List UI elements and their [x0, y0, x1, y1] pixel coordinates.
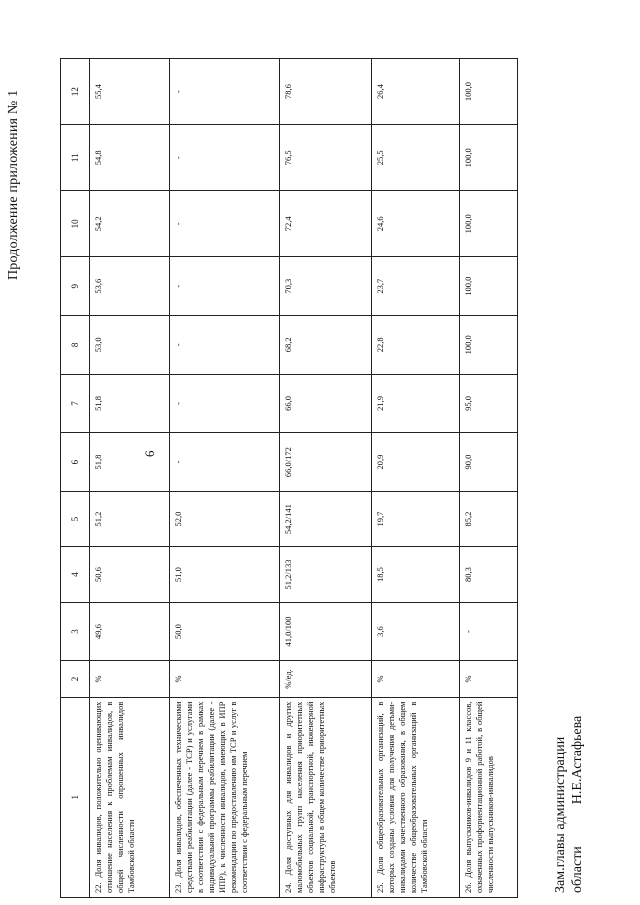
appendix-caption: Продолжение приложения № 1	[6, 89, 21, 280]
value-cell: 51,2	[90, 491, 170, 546]
value-cell: -	[170, 125, 280, 191]
indicator-description: 23. Доля инвалидов, обеспеченных техническими средствами реабилитации (далее - ТСР) и услугами в соответствии с федеральным перечнем в рамках индивидуальной программы реабилитации (далее - ИПР), к численности инвалидов, имеющих в ИПР рекомендации по предоставлению им ТСР и услуг в соответствии с федеральным перечнем	[170, 697, 280, 897]
value-cell: 50,6	[90, 547, 170, 602]
value-cell: 25,5	[372, 125, 460, 191]
value-cell: 51,2/133	[280, 547, 372, 602]
value-cell: 54,2/141	[280, 491, 372, 546]
value-cell: 95,0	[460, 374, 518, 433]
value-cell: 100,0	[460, 257, 518, 316]
unit-cell: %	[460, 661, 518, 697]
page-number: 6	[142, 450, 157, 457]
signatory-title-line2	[569, 716, 586, 893]
unit-cell: %	[372, 661, 460, 697]
value-cell: 100,0	[460, 125, 518, 191]
value-cell: 100,0	[460, 191, 518, 257]
value-cell: 85,2	[460, 491, 518, 546]
signatory-region: области	[570, 846, 585, 893]
value-cell: 78,6	[280, 59, 372, 125]
column-header: 5	[61, 491, 90, 546]
value-cell: -	[170, 433, 280, 492]
value-cell: 51,8	[90, 433, 170, 492]
value-cell: 51,0	[170, 547, 280, 602]
indicator-description: 26. Доля выпускников-инвалидов 9 и 11 классов, охваченных профориентационной работой, в общей численности выпускников-инвалидов	[460, 697, 518, 897]
value-cell: -	[170, 191, 280, 257]
value-cell: -	[460, 602, 518, 661]
unit-cell: %/ед.	[280, 661, 372, 697]
value-cell: 18,5	[372, 547, 460, 602]
value-cell: 100,0	[460, 59, 518, 125]
value-cell: 53,6	[90, 257, 170, 316]
indicator-description: 22. Доля инвалидов, положительно оценивающих отношение населения к проблемам инвалидов, в общей численности опрошенных инвалидов Тамбовской области	[90, 697, 170, 897]
value-cell: 66,0/172	[280, 433, 372, 492]
column-header: 12	[61, 59, 90, 125]
value-cell: 51,8	[90, 374, 170, 433]
column-header: 2	[61, 661, 90, 697]
value-cell: 41,0/100	[280, 602, 372, 661]
value-cell: 3,6	[372, 602, 460, 661]
table-row	[280, 59, 372, 898]
value-cell: 26,4	[372, 59, 460, 125]
value-cell: 54,8	[90, 125, 170, 191]
column-header: 1	[61, 697, 90, 897]
value-cell: 50,0	[170, 602, 280, 661]
value-cell: 49,6	[90, 602, 170, 661]
column-header: 11	[61, 125, 90, 191]
column-header: 7	[61, 374, 90, 433]
value-cell: 72,4	[280, 191, 372, 257]
value-cell: 22,8	[372, 316, 460, 375]
value-cell: 70,3	[280, 257, 372, 316]
value-cell: 19,7	[372, 491, 460, 546]
value-cell: 76,5	[280, 125, 372, 191]
value-cell: 55,4	[90, 59, 170, 125]
value-cell: 52,0	[170, 491, 280, 546]
indicator-description: 25. Доля общеобразовательных организаций, в которых созданы условия для получения детьми-инвалидами качественного образования, в общем количестве общеобразовательных организаций в Тамбовской области	[372, 697, 460, 897]
column-header: 9	[61, 257, 90, 316]
column-header: 10	[61, 191, 90, 257]
column-header: 4	[61, 547, 90, 602]
value-cell: 21,9	[372, 374, 460, 433]
table-row	[90, 59, 170, 898]
column-header: 6	[61, 433, 90, 492]
value-cell: 100,0	[460, 316, 518, 375]
value-cell: -	[170, 374, 280, 433]
indicators-table	[60, 58, 518, 898]
value-cell: -	[170, 257, 280, 316]
value-cell: -	[170, 59, 280, 125]
value-cell: 23,7	[372, 257, 460, 316]
unit-cell: %	[170, 661, 280, 697]
value-cell: 66,0	[280, 374, 372, 433]
table-row	[372, 59, 460, 898]
signature-block	[552, 716, 586, 893]
indicator-description: 24. Доля доступных для инвалидов и других маломобильных групп населения приоритетных объектов социальной, транспортной, инженерной инфраструктуры в общем количестве приоритетных объектов	[280, 697, 372, 897]
column-header: 3	[61, 602, 90, 661]
table-row	[460, 59, 518, 898]
table-row	[170, 59, 280, 898]
value-cell: 80,3	[460, 547, 518, 602]
value-cell: -	[170, 316, 280, 375]
table-header-row	[61, 59, 90, 898]
column-header: 8	[61, 316, 90, 375]
signatory-title: Зам.главы администрации	[553, 736, 568, 893]
value-cell: 90,0	[460, 433, 518, 492]
value-cell: 68,2	[280, 316, 372, 375]
signatory-name: Н.Е.Астафьева	[570, 715, 585, 805]
value-cell: 54,2	[90, 191, 170, 257]
value-cell: 53,0	[90, 316, 170, 375]
value-cell: 20,9	[372, 433, 460, 492]
unit-cell: %	[90, 661, 170, 697]
value-cell: 24,6	[372, 191, 460, 257]
